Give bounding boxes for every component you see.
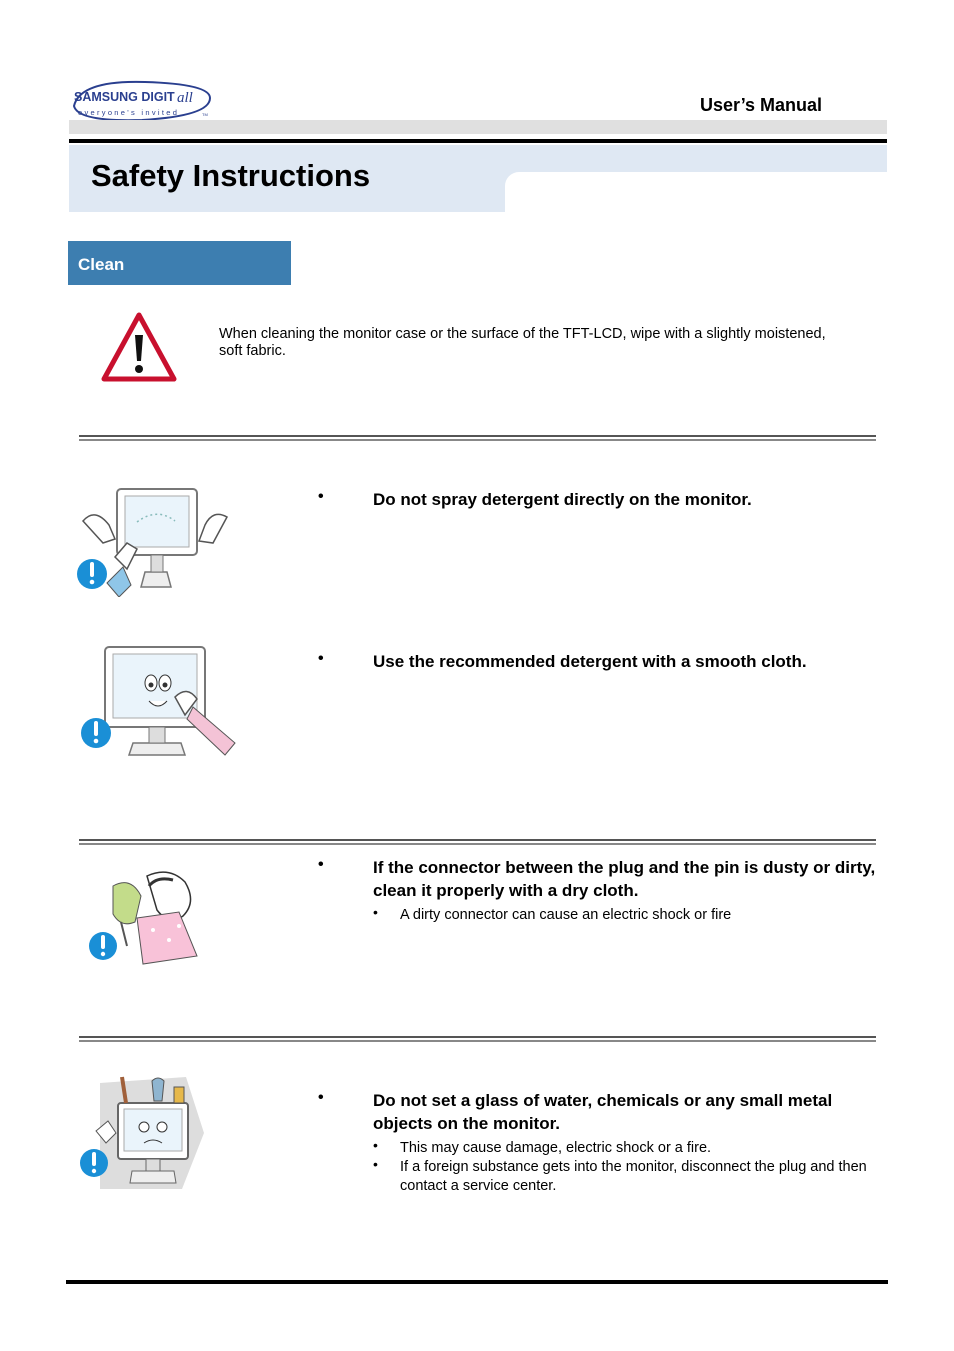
item-bullet: • — [318, 650, 324, 667]
section-divider — [79, 1036, 876, 1042]
item-heading: If the connector between the plug and the pin is dusty or dirty, clean it properly with a dry cloth. — [373, 858, 876, 900]
logo-tm: TM — [202, 112, 208, 117]
item-bullet: • — [318, 488, 324, 505]
item-subtext: If a foreign substance gets into the monitor, disconnect the plug and then contact a service center. — [400, 1159, 867, 1194]
sub-bullet: • — [373, 904, 378, 920]
intro-text: When cleaning the monitor case or the surface of the TFT-LCD, wipe with a slightly moistened, soft fabric. — [219, 326, 826, 359]
section-label: Clean — [78, 255, 125, 274]
header-rule — [69, 139, 887, 143]
samsung-logo — [70, 76, 215, 126]
item-heading: Use the recommended detergent with a smooth cloth. — [373, 652, 807, 671]
footer-rule — [66, 1280, 888, 1284]
spray-monitor-illustration — [75, 487, 230, 597]
item-heading: Do not spray detergent directly on the monitor. — [373, 490, 752, 509]
manual-title: User’s Manual — [700, 95, 823, 115]
page-title: Safety Instructions — [91, 158, 371, 193]
item-subtext: A dirty connector can cause an electric shock or fire — [400, 907, 732, 923]
logo-brand-text: SAMSUNG DIGIT — [74, 90, 175, 104]
item-bullet: • — [318, 1089, 324, 1106]
item-bullet: • — [318, 856, 324, 873]
item-heading: Do not set a glass of water, chemicals or any small metal objects on the monitor. — [373, 1091, 833, 1133]
section-divider — [79, 435, 876, 441]
sub-bullet: • — [373, 1137, 378, 1153]
objects-on-monitor-illustration — [78, 1073, 208, 1193]
sub-bullet: • — [373, 1156, 378, 1172]
logo-script-text: all — [177, 90, 193, 106]
item-subtext: This may cause damage, electric shock or a fire. — [400, 1140, 712, 1156]
clean-monitor-illustration — [75, 645, 237, 760]
logo-tagline: everyone's invited — [78, 108, 180, 117]
plug-cleaning-illustration — [87, 866, 202, 966]
section-divider — [79, 839, 876, 845]
warning-triangle-icon — [100, 311, 178, 383]
header-bar — [69, 120, 887, 134]
